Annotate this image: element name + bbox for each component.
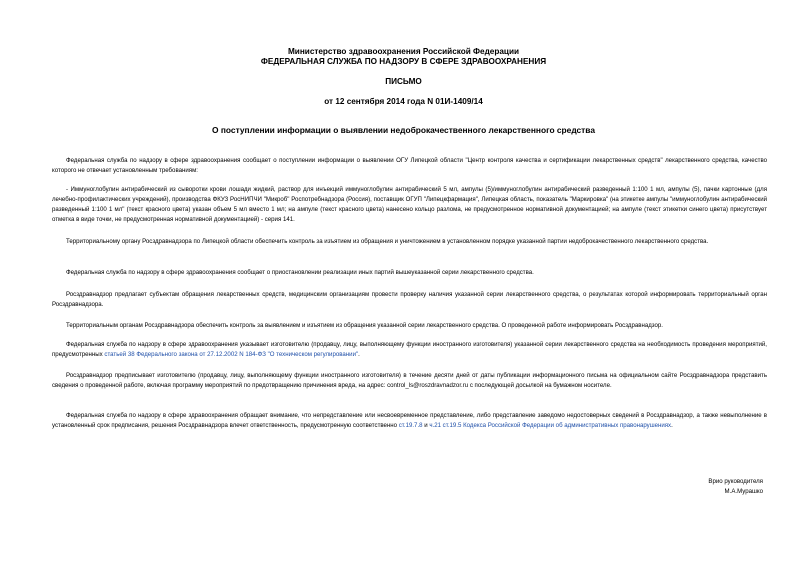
paragraph-9: [52, 411, 767, 431]
koap-article-19-5-part-21-link[interactable]: ч.21 ст.19.5: [429, 422, 462, 429]
paragraph-5: Росздравнадзор предлагает субъектам обращения лекарственных средств, медицинским организациям провести проверку наличия указанной серии лекарственного средства, о результатах которой информировать территориальный орган Росздравнадзора.: [52, 291, 767, 308]
paragraph-9-and: и: [422, 422, 430, 429]
paragraph-7-end: .: [358, 351, 360, 358]
paragraph-7-text: Федеральная служба по надзору в сфере здравоохранения указывает изготовителю (продавцу, лицу, выполняющему функции иностранного изготовителя) указанной серии лекарственного средства на необходимость проведения мероприятий, предусмотренных: [52, 341, 767, 358]
paragraph-8: Росздравнадзор предписывает изготовителю (продавцу, лицу, выполняющему функции иностранного изготовителя) в течение десяти дней от даты публикации информационного письма на официальном сайте Росздравнадзора представить сведения о проведенной работе, включая программу мероприятий по предотвращению причинения вреда, на адрес: control_ls@roszdravnadzor.ru с последующей досылкой на бумажном носителе.: [52, 372, 767, 389]
document-type: ПИСЬМО: [385, 77, 422, 86]
ministry-name: Министерство здравоохранения Российской Федерации: [287, 47, 520, 56]
signatory-position: Врио руководителя: [708, 478, 763, 485]
koap-code-link[interactable]: Кодекса Российской Федерации об административных правонарушениях: [463, 422, 672, 429]
paragraph-1: Федеральная служба по надзору в сфере здравоохранения сообщает о поступлении информации о выявлении ОГУ Липецкой области "Центр контроля качества и сертификации лекарственных средств" лекарственного средства, качество которого не отвечает установленным требованиям:: [52, 157, 767, 174]
paragraph-4: Федеральная служба по надзору в сфере здравоохранения сообщает о приостановлении реализации иных партий вышеуказанной серии лекарственного средства.: [66, 269, 534, 276]
paragraph-2-product-item: - Иммуноглобулин антирабический из сыворотки крови лошади жидкий, раствор для инъекций иммуноглобулин антирабический 5 мл, ампулы (5)/иммуноглобулин антирабический разведенный 1:100 1 мл, ампулы (5), пачки картонные (для лечебно-профилактических учреждений), производства ФКУЗ РосНИПЧИ "Микроб" Роспотребнадзора (Россия), поставщик ОГУП "Липецкфармация", Липецкая область, показатель "Маркировка" (на этикетке ампулы "иммуноглобулин антирабический разведенный 1:100 1 мл" (текст красного цвета) указан объем 5 мл вместо 1 мл; на ампуле (текст красного цвета) нанесено кольцо разлома, не предусмотренное нормативной документацией; на ампуле (текст этикетки синего цвета) присутствует отметка в виде точки, не предусмотренная нормативной документацией) - серия 141.: [52, 186, 767, 223]
paragraph-9-text: Федеральная служба по надзору в сфере здравоохранения обращает внимание, что непредставление или несвоевременное представление, либо представление заведомо недостоверных сведений в Росздравнадзор, а также невыполнение в установленный срок предписания, решения Росздравнадзора влечет ответственность, предусмотренную соответственно: [52, 412, 767, 429]
document-date-number: от 12 сентября 2014 года N 01И-1409/14: [324, 97, 483, 106]
paragraph-7: [52, 340, 767, 360]
paragraph-3: Территориальному органу Росздравнадзора по Липецкой области обеспечить контроль за изъятием из обращения и уничтожением в установленном порядке указанной партии недоброкачественного лекарственного средства.: [66, 238, 709, 245]
signatory-name: М.А.Мурашко: [724, 488, 763, 495]
document-title: О поступлении информации о выявлении недоброкачественного лекарственного средства: [212, 125, 595, 135]
service-name: ФЕДЕРАЛЬНАЯ СЛУЖБА ПО НАДЗОРУ В СФЕРЕ ЗДРАВООХРАНЕНИЯ: [260, 57, 547, 66]
koap-article-19-7-8-link[interactable]: ст.19.7.8: [398, 422, 423, 429]
law-184-fz-article-38-link[interactable]: статьей 38 Федерального закона от 27.12.2002 N 184-ФЗ "О техническом регулировании": [104, 351, 359, 358]
paragraph-6: Территориальным органам Росздравнадзора обеспечить контроль за выявлением и изъятием из обращения указанной серии лекарственного средства. О проведенной работе информировать Росздравнадзор.: [66, 322, 663, 329]
paragraph-9-end: .: [671, 422, 673, 429]
